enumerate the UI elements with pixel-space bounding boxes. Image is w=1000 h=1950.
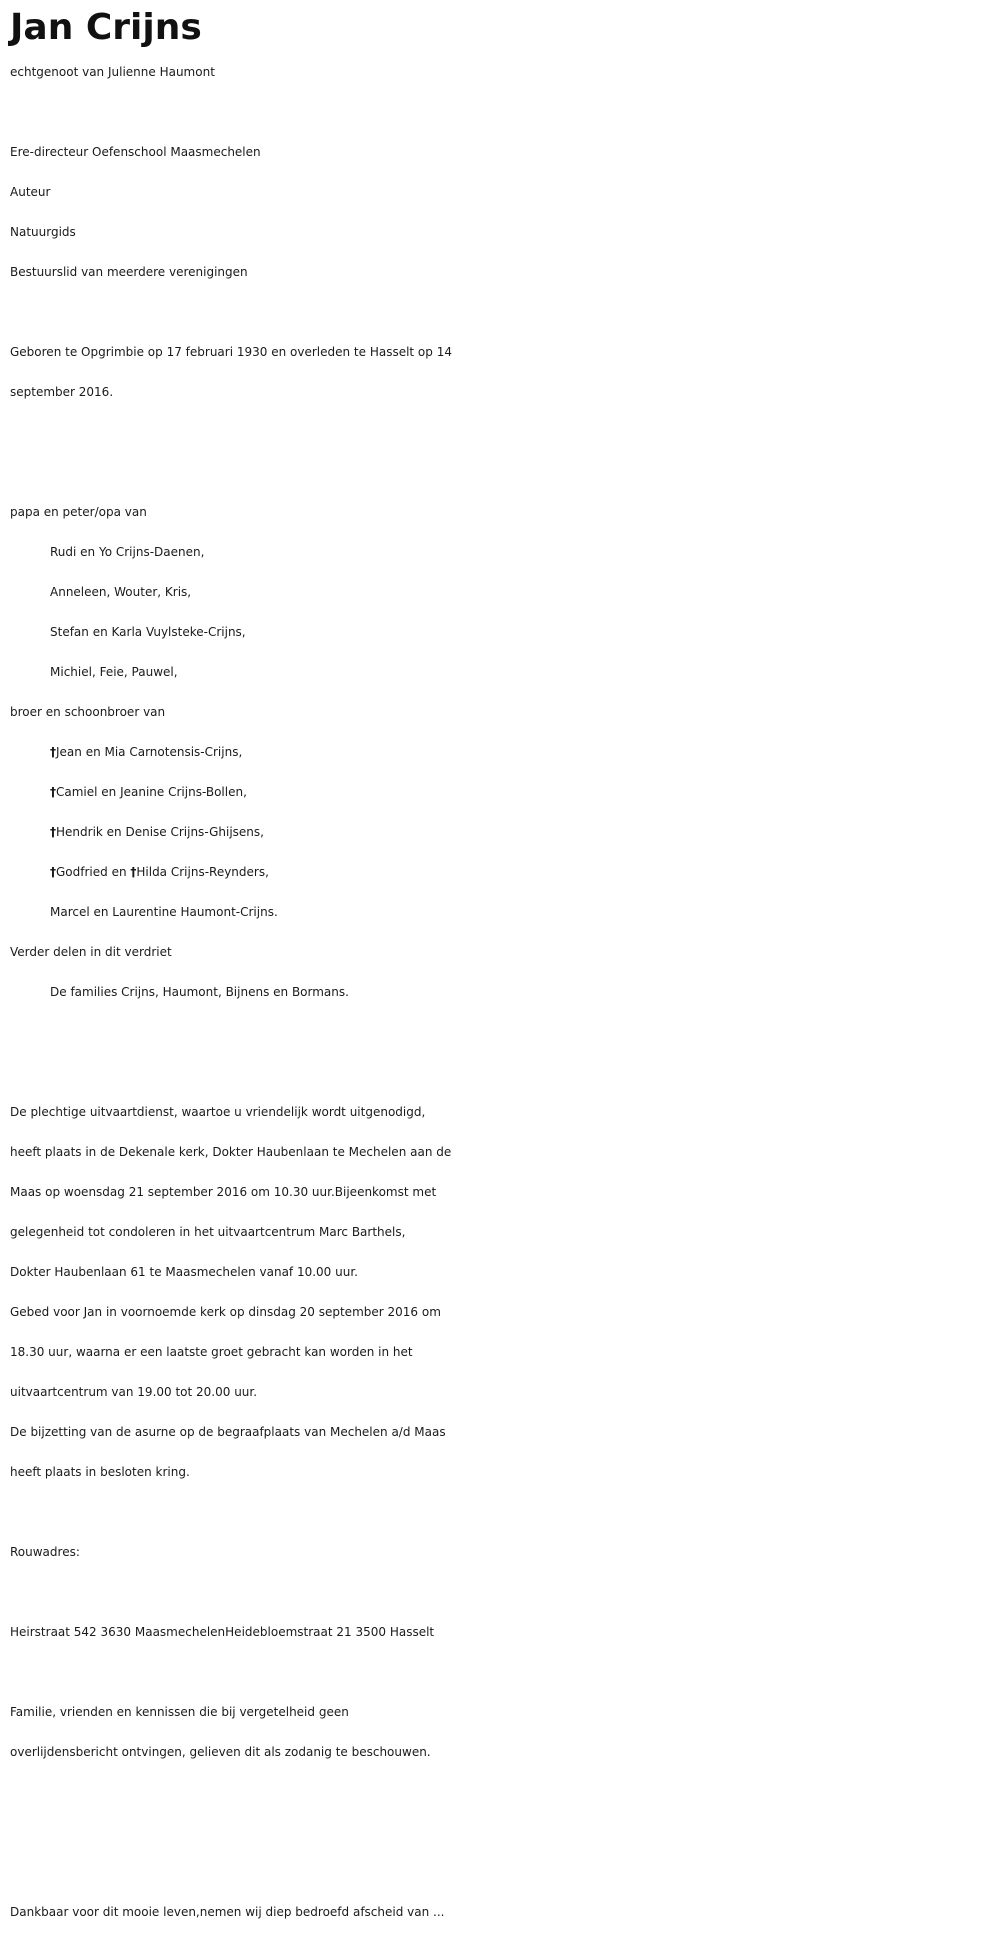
sibling-entry xyxy=(10,732,995,772)
cross-icon: † xyxy=(50,785,56,799)
birth-death-line: september 2016. xyxy=(10,385,114,399)
address-heading: Rouwadres: xyxy=(10,1545,80,1559)
cross-icon: † xyxy=(130,865,137,879)
service-line: uitvaartcentrum van 19.00 tot 20.00 uur. xyxy=(10,1385,258,1399)
service-line: 18.30 uur, waarna er een laatste groet gebracht kan worden in het xyxy=(10,1345,413,1359)
service-block xyxy=(10,1092,995,1492)
siblings-heading: broer en schoonbroer van xyxy=(10,705,166,719)
others-heading: Verder delen in dit verdriet xyxy=(10,945,172,959)
sibling-entry xyxy=(10,892,995,932)
spacer xyxy=(10,1572,995,1612)
family-block xyxy=(10,492,995,1012)
spacer xyxy=(10,1012,995,1092)
spacer xyxy=(10,1772,995,1892)
sibling-text: Hendrik en Denise Crijns-Ghijsens, xyxy=(56,825,264,839)
cross-icon: † xyxy=(50,825,56,839)
spouse-line: echtgenoot van Julienne Haumont xyxy=(10,65,215,79)
sibling-text: Hilda Crijns-Reynders, xyxy=(136,865,269,879)
notice-block xyxy=(10,1692,995,1772)
spacer xyxy=(10,92,995,132)
others-entry: De families Crijns, Haumont, Bijnens en Bormans. xyxy=(50,985,349,999)
spacer xyxy=(10,292,995,332)
service-line: heeft plaats in de Dekenale kerk, Dokter Haubenlaan te Mechelen aan de xyxy=(10,1145,452,1159)
notice-line: Familie, vrienden en kennissen die bij vergetelheid geen xyxy=(10,1705,349,1719)
closing-line: Dankbaar voor dit mooie leven,nemen wij diep bedroefd afscheid van ... xyxy=(10,1905,445,1919)
birth-death-line: Geboren te Opgrimbie op 17 februari 1930 en overleden te Hasselt op 14 xyxy=(10,345,452,359)
service-line: Gebed voor Jan in voornoemde kerk op dinsdag 20 september 2016 om xyxy=(10,1305,441,1319)
spacer xyxy=(10,412,995,492)
child-entry: Rudi en Yo Crijns-Daenen, xyxy=(50,545,205,559)
deceased-name: Jan Crijns xyxy=(10,7,202,48)
sibling-entry xyxy=(10,772,995,812)
child-entry: Michiel, Feie, Pauwel, xyxy=(50,665,178,679)
sibling-entry xyxy=(10,812,995,852)
service-line: heeft plaats in besloten kring. xyxy=(10,1465,190,1479)
sibling-text: Godfried en xyxy=(56,865,131,879)
child-entry: Anneleen, Wouter, Kris, xyxy=(50,585,192,599)
sibling-text: Camiel en Jeanine Crijns-Bollen, xyxy=(56,785,247,799)
title-line: Ere-directeur Oefenschool Maasmechelen xyxy=(10,145,261,159)
sibling-entry xyxy=(10,852,995,892)
title-line: Natuurgids xyxy=(10,225,76,239)
sibling-text: Jean en Mia Carnotensis-Crijns, xyxy=(56,745,243,759)
child-entry: Stefan en Karla Vuylsteke-Crijns, xyxy=(50,625,246,639)
service-line: De bijzetting van de asurne op de begraafplaats van Mechelen a/d Maas xyxy=(10,1425,446,1439)
children-heading: papa en peter/opa van xyxy=(10,505,147,519)
notice-line: overlijdensbericht ontvingen, gelieven dit als zodanig te beschouwen. xyxy=(10,1745,431,1759)
title-line: Auteur xyxy=(10,185,51,199)
spacer xyxy=(10,1492,995,1532)
address-value: Heirstraat 542 3630 MaasmechelenHeidebloemstraat 21 3500 Hasselt xyxy=(10,1625,435,1639)
service-line: De plechtige uitvaartdienst, waartoe u vriendelijk wordt uitgenodigd, xyxy=(10,1105,426,1119)
sibling-text: Marcel en Laurentine Haumont-Crijns. xyxy=(50,905,278,919)
title-line: Bestuurslid van meerdere verenigingen xyxy=(10,265,248,279)
cross-icon: † xyxy=(50,865,56,879)
obituary-document xyxy=(10,0,995,1932)
service-line: Dokter Haubenlaan 61 te Maasmechelen vanaf 10.00 uur. xyxy=(10,1265,358,1279)
spacer xyxy=(10,1652,995,1692)
service-line: gelegenheid tot condoleren in het uitvaartcentrum Marc Barthels, xyxy=(10,1225,406,1239)
birth-death-block xyxy=(10,332,995,412)
cross-icon: † xyxy=(50,745,56,759)
service-line: Maas op woensdag 21 september 2016 om 10.30 uur.Bijeenkomst met xyxy=(10,1185,437,1199)
titles-block xyxy=(10,132,995,292)
